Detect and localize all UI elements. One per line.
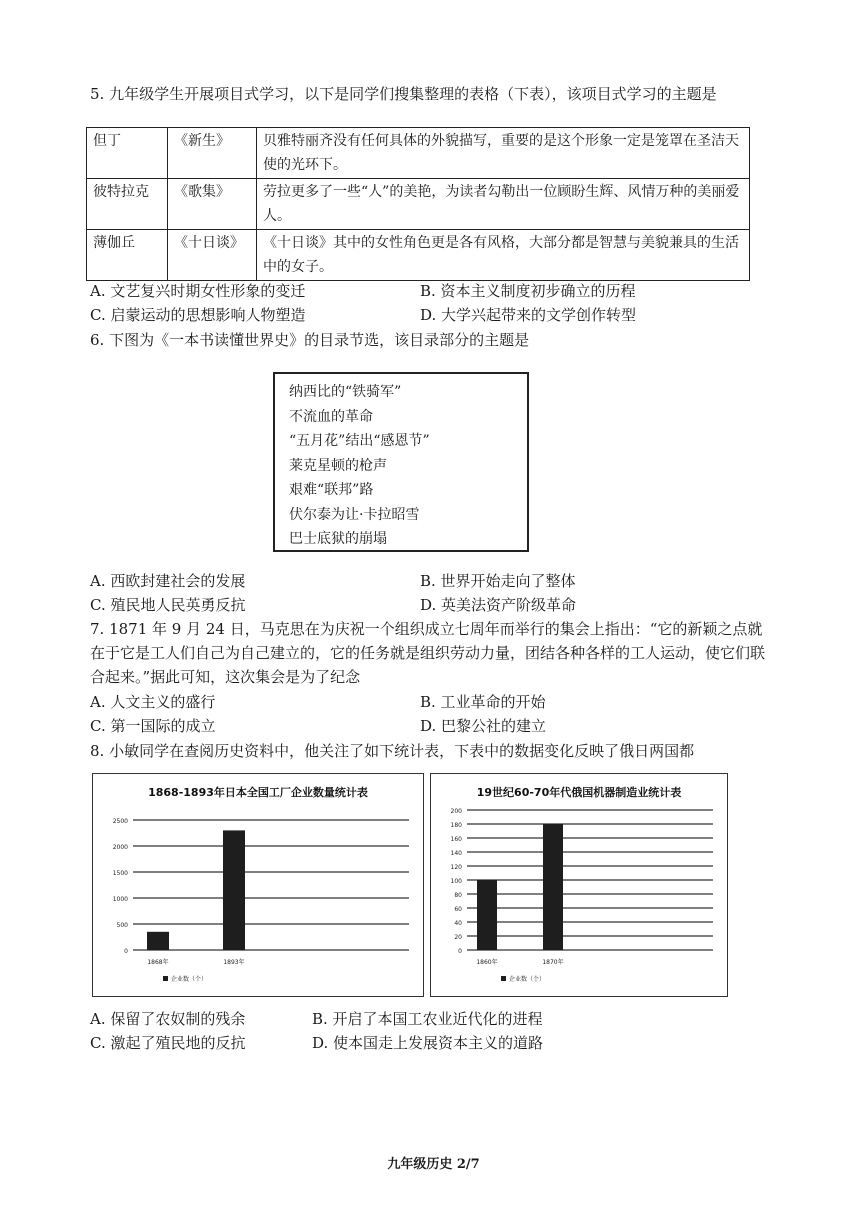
q6-toc-box	[273, 372, 529, 552]
table-cell-author: 但丁	[87, 128, 168, 179]
q6-stem: 6. 下图为《一本书读懂世界史》的目录节选，该目录部分的主题是	[90, 331, 530, 349]
russia-machinery-chart-svg	[431, 774, 727, 996]
legend-swatch	[163, 976, 168, 981]
q8-option-d: D. 使本国走上发展资本主义的道路	[312, 1034, 544, 1052]
y-tick-label: 40	[454, 920, 462, 927]
legend-label: 企业数（个）	[171, 976, 208, 983]
bar	[223, 830, 245, 950]
q6-option-b: B. 世界开始走向了整体	[420, 572, 576, 590]
table-row	[87, 179, 750, 230]
x-tick-label: 1870年	[542, 959, 564, 966]
bar	[147, 932, 169, 950]
toc-item: 艰难“联邦”路	[289, 482, 374, 498]
q7-stem: 7. 1871 年 9 月 24 日，马克思在为庆祝一个组织成立七周年而举行的集会上指出：“它的新颖之点就在于它是工人们自己为自己建立的，它的任务就是组织劳动力量，团结各种各样的工人运动，使它们联合起来。”据此可知，这次集会是为了纪念	[90, 620, 766, 686]
russia-machinery-chart	[430, 773, 728, 997]
table-cell-desc: 劳拉更多了一些“人”的美艳，为读者勾勒出一位顾盼生辉、风情万种的美丽爱人。	[257, 179, 750, 230]
legend-label: 企业数（个）	[509, 976, 546, 983]
q8-option-b: B. 开启了本国工农业近代化的进程	[312, 1010, 543, 1028]
toc-item: 纳西比的“铁骑军”	[289, 384, 402, 400]
q5-option-b: B. 资本主义制度初步确立的历程	[420, 282, 636, 300]
q8-option-a: A. 保留了农奴制的残余	[90, 1010, 246, 1028]
q7-option-c: C. 第一国际的成立	[90, 717, 216, 735]
q6-options	[90, 569, 750, 617]
y-tick-label: 160	[450, 836, 462, 843]
table-cell-desc: 《十日谈》其中的女性角色更是各有风格，大部分都是智慧与美貌兼具的生活中的女子。	[257, 230, 750, 281]
japan-factory-chart	[92, 773, 424, 997]
toc-item: 伏尔泰为让·卡拉昭雪	[289, 506, 420, 523]
page-footer: 九年级历史 2/7	[387, 1157, 480, 1172]
q6-option-a: A. 西欧封建社会的发展	[90, 572, 246, 590]
japan-factory-chart-svg	[93, 774, 423, 996]
y-tick-label: 180	[450, 822, 462, 829]
q8-option-c: C. 激起了殖民地的反抗	[90, 1034, 246, 1052]
q7-option-a: A. 人文主义的盛行	[90, 693, 216, 711]
q5-table	[86, 127, 750, 281]
q7-option-d: D. 巴黎公社的建立	[420, 717, 547, 735]
q5-option-c: C. 启蒙运动的思想影响人物塑造	[90, 306, 306, 324]
x-tick-label: 1860年	[476, 959, 498, 966]
x-tick-label: 1893年	[223, 959, 245, 966]
table-cell-work: 《十日谈》	[168, 230, 257, 281]
y-tick-label: 1500	[112, 870, 128, 877]
y-tick-label: 140	[450, 850, 462, 857]
y-tick-label: 80	[454, 892, 462, 899]
table-cell-author: 薄伽丘	[87, 230, 168, 281]
table-row	[87, 128, 750, 179]
x-tick-label: 1868年	[147, 959, 169, 966]
chart-title: 1868-1893年日本全国工厂企业数量统计表	[148, 786, 368, 799]
table-cell-desc: 贝雅特丽齐没有任何具体的外貌描写，重要的是这个形象一定是笼罩在圣洁天使的光环下。	[257, 128, 750, 179]
q5-stem: 5. 九年级学生开展项目式学习，以下是同学们搜集整理的表格（下表），该项目式学习的主题是	[90, 85, 717, 103]
y-tick-label: 100	[450, 878, 462, 885]
toc-item: “五月花”结出“感恩节”	[289, 433, 430, 449]
y-tick-label: 2000	[112, 844, 128, 851]
q6-option-d: D. 英美法资产阶级革命	[420, 596, 577, 614]
table-cell-work: 《新生》	[168, 128, 257, 179]
table-cell-work: 《歌集》	[168, 179, 257, 230]
y-tick-label: 2500	[112, 818, 128, 825]
q8-options	[90, 1007, 750, 1055]
y-tick-label: 60	[454, 906, 462, 913]
y-tick-label: 0	[458, 948, 462, 955]
table-cell-author: 彼特拉克	[87, 179, 168, 230]
toc-item: 不流血的革命	[289, 408, 373, 425]
toc-item: 莱克星顿的枪声	[289, 457, 387, 474]
q8-stem: 8. 小敏同学在查阅历史资料中，他关注了如下统计表，下表中的数据变化反映了俄日两国都	[90, 742, 695, 760]
q5-option-d: D. 大学兴起带来的文学创作转型	[420, 306, 637, 324]
toc-item: 巴士底狱的崩塌	[289, 531, 387, 547]
y-tick-label: 20	[454, 934, 462, 941]
q7-options	[90, 690, 750, 738]
q7-option-b: B. 工业革命的开始	[420, 693, 546, 711]
legend-swatch	[501, 976, 506, 981]
y-tick-label: 1000	[112, 896, 128, 903]
y-tick-label: 0	[124, 948, 128, 955]
table-row	[87, 230, 750, 281]
y-tick-label: 200	[450, 808, 462, 815]
y-tick-label: 500	[116, 922, 128, 929]
q5-option-a: A. 文艺复兴时期女性形象的变迁	[90, 282, 306, 300]
chart-title: 19世纪60-70年代俄国机器制造业统计表	[476, 786, 682, 799]
q5-options	[90, 279, 750, 327]
q6-option-c: C. 殖民地人民英勇反抗	[90, 596, 246, 614]
bar	[477, 880, 497, 950]
bar	[543, 824, 563, 950]
y-tick-label: 120	[450, 864, 462, 871]
